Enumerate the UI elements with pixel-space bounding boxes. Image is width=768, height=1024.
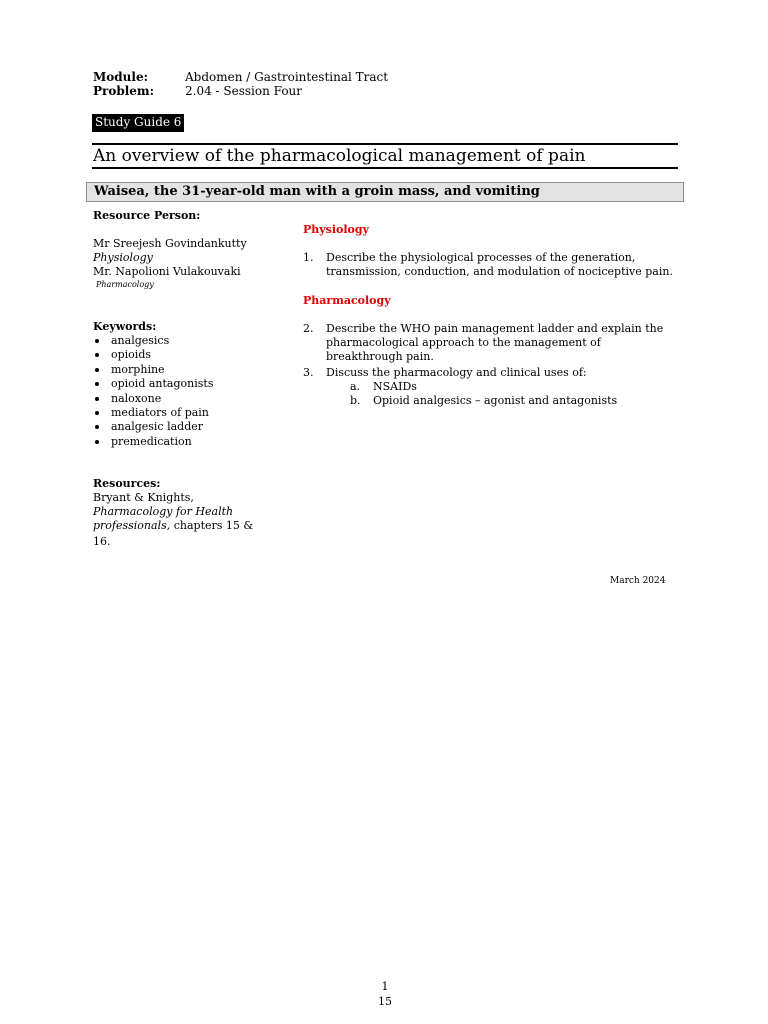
resources-heading: Resources: xyxy=(93,477,161,490)
case-title: Waisea, the 31-year-old man with a groin mass, and vomiting xyxy=(94,184,540,199)
objective-3-text: Discuss the pharmacology and clinical uses of: xyxy=(326,366,587,379)
objective-1-line: Describe the physiological processes of the generation, xyxy=(326,251,636,264)
module-label: Module: xyxy=(93,70,149,84)
page-number: 1 xyxy=(381,980,389,993)
objective-2-line: pharmacological approach to the management of xyxy=(326,336,601,349)
objective-3-number: 3. xyxy=(303,366,314,379)
module-value: Abdomen / Gastrointestinal Tract xyxy=(185,70,389,84)
resources-chapters: chapters 15 & xyxy=(170,519,254,532)
objective-3a-letter: a. xyxy=(350,380,361,393)
objective-3b-letter: b. xyxy=(350,394,361,407)
title-bottom-rule xyxy=(92,167,678,169)
objective-3a-text: NSAIDs xyxy=(373,380,417,393)
case-title-box xyxy=(86,182,684,202)
document-date: March 2024 xyxy=(610,576,666,586)
objective-1-number: 1. xyxy=(303,251,314,264)
objective-1 xyxy=(303,251,683,281)
keywords-heading: Keywords: xyxy=(93,320,157,333)
problem-label: Problem: xyxy=(93,84,155,98)
objective-2 xyxy=(303,322,683,366)
person2-name: Mr. Napolioni Vulakouvaki xyxy=(93,265,241,278)
keyword-item: analgesics xyxy=(93,334,283,348)
resources-line4: 16. xyxy=(93,535,111,548)
objective-2-text xyxy=(326,322,663,364)
keyword-item: morphine xyxy=(93,363,283,377)
keyword-item: premedication xyxy=(93,435,283,449)
objective-1-text xyxy=(326,251,673,279)
page-total: 15 xyxy=(378,995,392,1008)
physiology-heading: Physiology xyxy=(303,223,369,236)
resources-book-title-cont: professionals, xyxy=(93,519,171,532)
resources-line3 xyxy=(93,519,253,533)
title-top-rule xyxy=(92,143,678,145)
resources-line1: Bryant & Knights, xyxy=(93,491,194,504)
objective-2-line: breakthrough pain. xyxy=(326,350,434,363)
keyword-item: opioid antagonists xyxy=(93,377,283,391)
keywords-list xyxy=(93,334,283,449)
objective-3b xyxy=(350,394,680,410)
objective-2-number: 2. xyxy=(303,322,314,335)
person1-dept: Physiology xyxy=(93,251,153,264)
person1-name: Mr Sreejesh Govindankutty xyxy=(93,237,247,250)
problem-value: 2.04 - Session Four xyxy=(185,84,303,98)
pharmacology-heading: Pharmacology xyxy=(303,294,391,307)
objective-1-line: transmission, conduction, and modulation of nociceptive pain. xyxy=(326,265,673,278)
keyword-item: naloxone xyxy=(93,392,283,406)
objective-2-line: Describe the WHO pain management ladder and explain the xyxy=(326,322,664,335)
page-title: An overview of the pharmacological management of pain xyxy=(93,146,586,166)
study-guide-badge: Study Guide 6 xyxy=(92,114,184,132)
keyword-item: analgesic ladder xyxy=(93,420,283,434)
keyword-item: mediators of pain xyxy=(93,406,283,420)
resource-person-heading: Resource Person: xyxy=(93,209,201,222)
objective-3b-text: Opioid analgesics – agonist and antagonists xyxy=(373,394,618,407)
keyword-item: opioids xyxy=(93,348,283,362)
resources-book-title: Pharmacology for Health xyxy=(93,505,234,518)
person2-dept: Pharmacology xyxy=(96,280,154,289)
